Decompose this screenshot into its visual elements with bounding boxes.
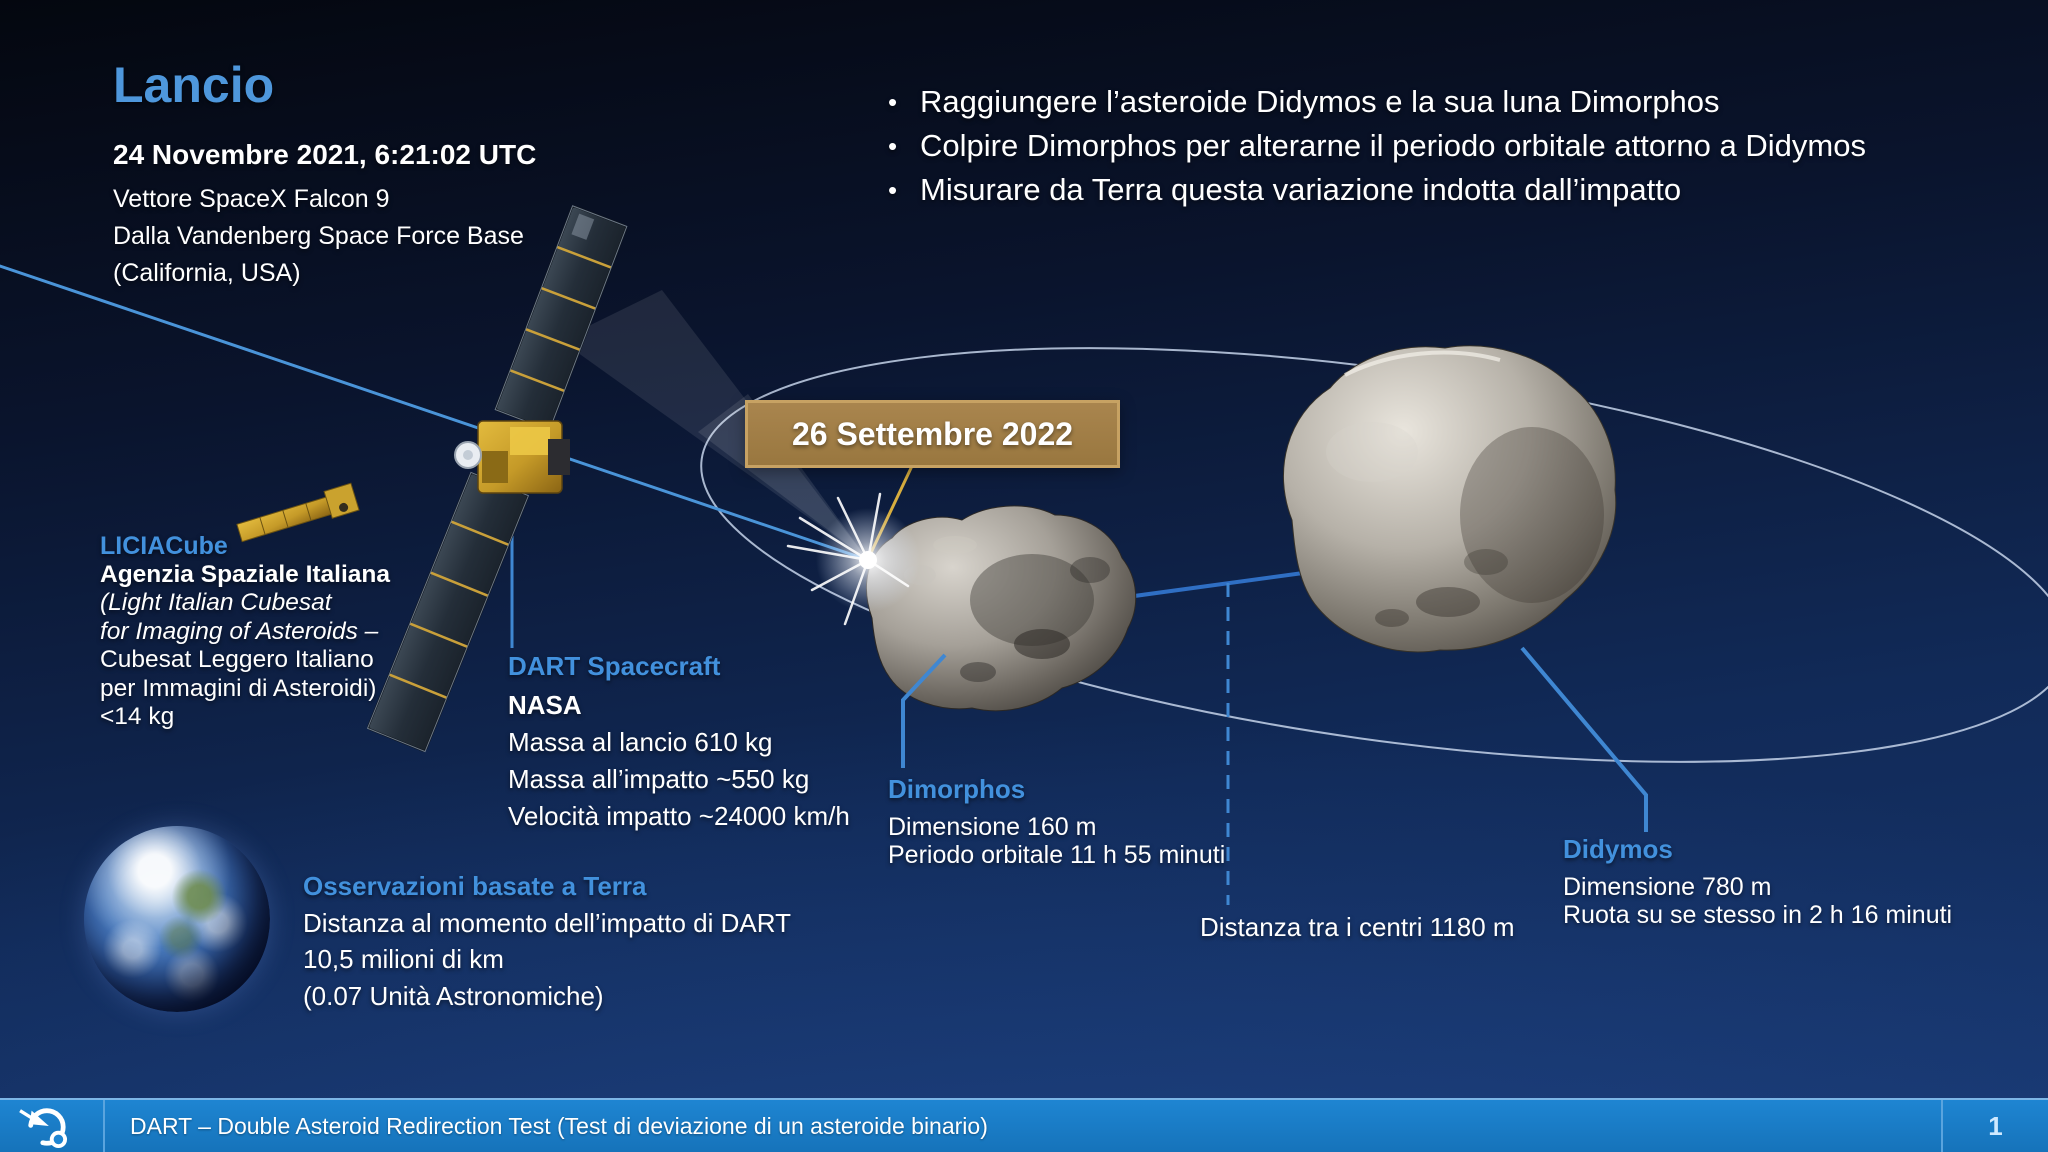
launch-datetime: 24 Novembre 2021, 6:21:02 UTC (113, 139, 537, 170)
didymos-leader-line (1522, 648, 1646, 832)
earth-illustration (84, 826, 270, 1012)
launch-info-block (113, 56, 536, 292)
launch-site-line1: Dalla Vandenberg Space Force Base (113, 222, 524, 250)
dart-mass-impact: Massa all’impatto ~550 kg (508, 764, 810, 794)
liciacube-desc: (Light Italian Cubesat (100, 589, 332, 616)
dart-name: DART Spacecraft (508, 651, 721, 681)
launch-site-line2: (California, USA) (113, 259, 301, 287)
footer-title: DART – Double Asteroid Redirection Test (Test di deviazione di un asteroide binario) (130, 1112, 988, 1139)
dimorphos-period: Periodo orbitale 11 h 55 minuti (888, 841, 1226, 869)
didymos-size: Dimensione 780 m (1563, 872, 1772, 901)
liciacube-mass: <14 kg (100, 703, 175, 730)
ground-observations-block (303, 868, 791, 1014)
liciacube-desc: Cubesat Leggero Italiano (100, 646, 374, 673)
liciacube-desc: per Immagini di Asteroidi) (100, 674, 377, 702)
ground-observations-line: (0.07 Unità Astronomiche) (303, 980, 604, 1011)
dimorphos-info-block (888, 775, 1225, 870)
didymos-asteroid-illustration (1283, 346, 1615, 652)
dart-info-block (508, 648, 850, 835)
objective-item: • Misurare da Terra questa variazione indotta dall’impatto (884, 168, 1866, 212)
didymos-info-block (1563, 835, 1952, 930)
page-title: Lancio (113, 57, 275, 113)
impact-date-callout: 26 Settembre 2022 (745, 400, 1120, 468)
footer-bar (0, 1098, 2048, 1152)
dart-mass-launch: Massa al lancio 610 kg (508, 727, 773, 757)
footer-divider (103, 1100, 105, 1152)
ground-observations-line: Distanza al momento dell’impatto di DART (303, 907, 791, 938)
didymos-rotation: Ruota su se stesso in 2 h 16 minuti (1563, 901, 1953, 929)
didymos-name: Didymos (1563, 834, 1673, 864)
centers-distance-label: Distanza tra i centri 1180 m (1200, 912, 1515, 942)
objective-item: • Colpire Dimorphos per alterarne il periodo orbitale attorno a Didymos (884, 124, 1866, 168)
dart-mission-logo-icon (16, 1103, 74, 1149)
ground-observations-title: Osservazioni basate a Terra (303, 871, 647, 901)
liciacube-agency: Agenzia Spaziale Italiana (100, 560, 391, 588)
dart-impact-speed: Velocità impatto ~24000 km/h (508, 801, 850, 831)
page-number: 1 (1988, 1110, 2003, 1141)
mission-objectives-list (884, 80, 1866, 212)
liciacube-name: LICIACube (100, 532, 228, 560)
dimorphos-name: Dimorphos (888, 774, 1026, 804)
liciacube-info-block (100, 532, 390, 732)
ground-observations-line: 10,5 milioni di km (303, 944, 504, 974)
dart-agency: NASA (508, 690, 582, 720)
objective-item: • Raggiungere l’asteroide Didymos e la sua luna Dimorphos (884, 80, 1866, 124)
launch-vehicle: Vettore SpaceX Falcon 9 (113, 185, 390, 213)
liciacube-desc: for Imaging of Asteroids – (100, 617, 379, 645)
dimorphos-size: Dimensione 160 m (888, 812, 1097, 841)
